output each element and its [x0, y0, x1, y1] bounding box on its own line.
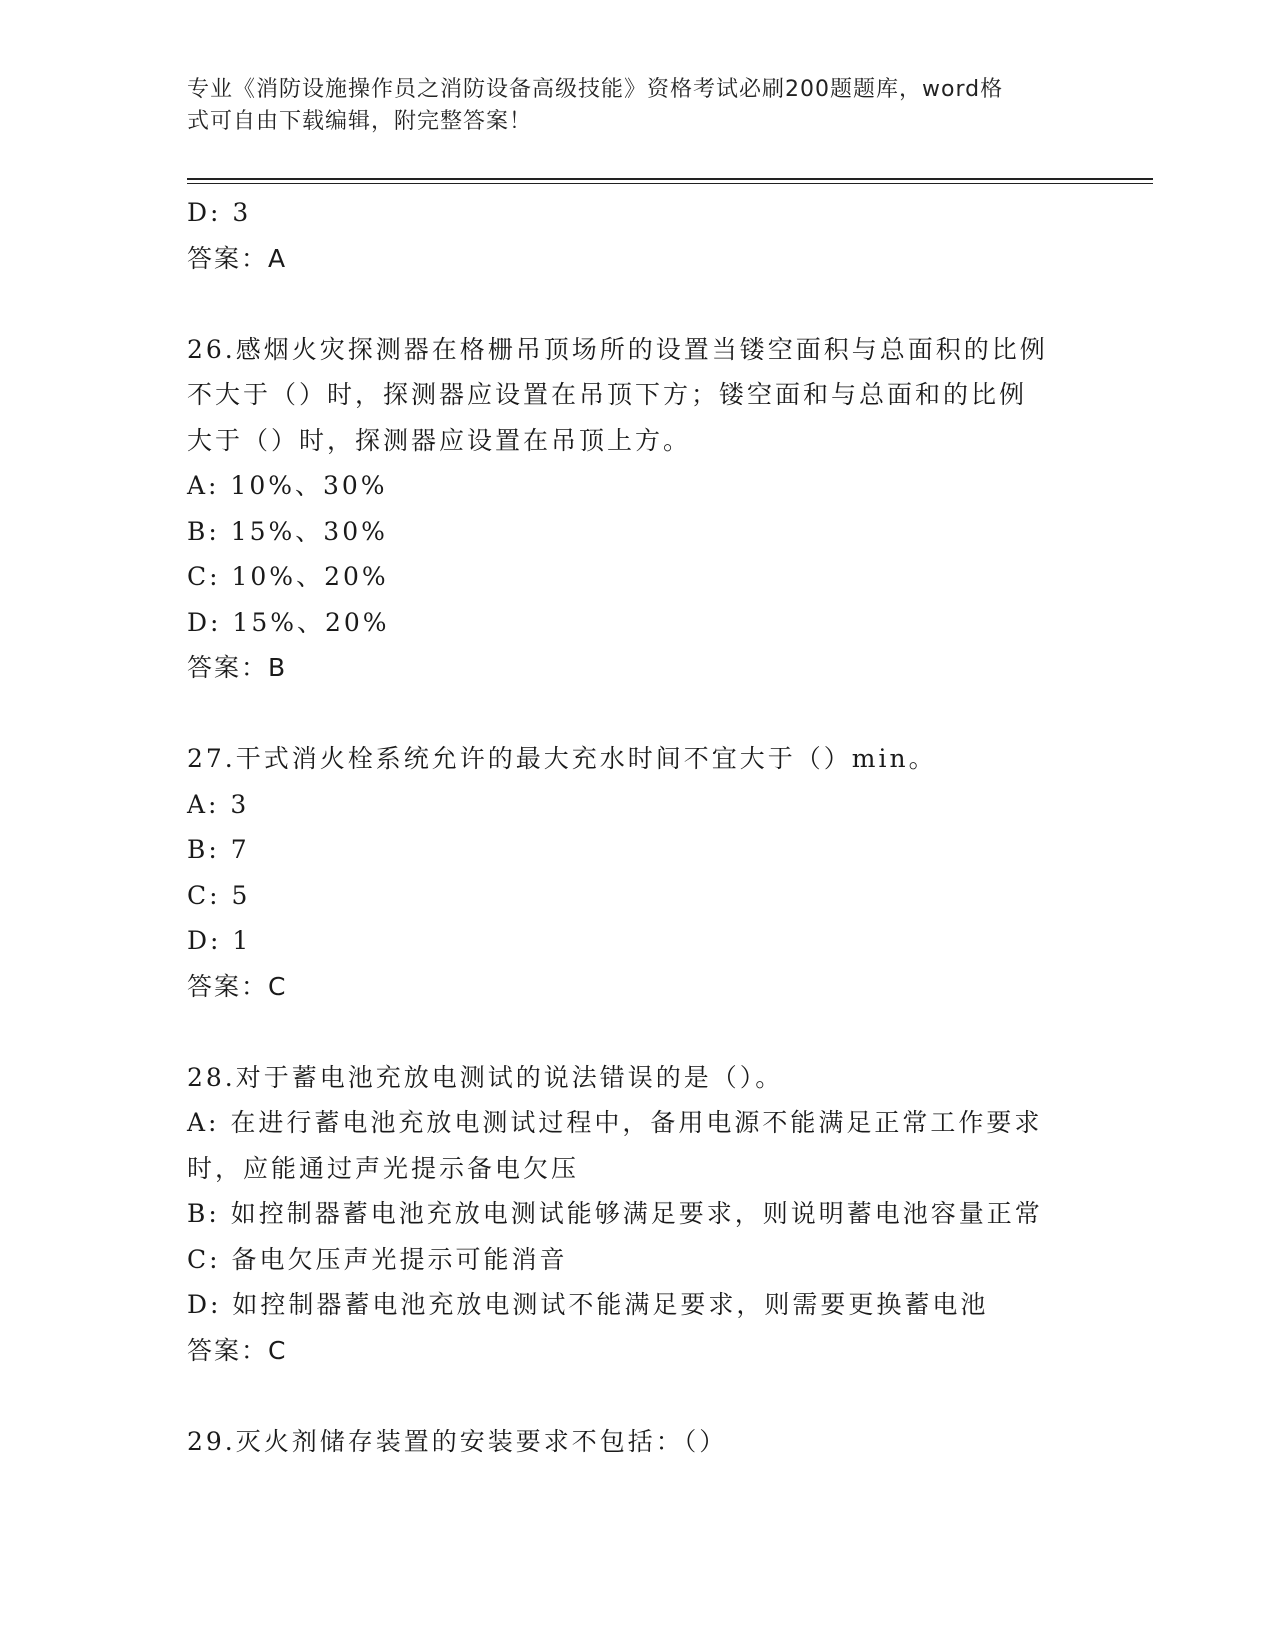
option-c: C: 备电欠压声光提示可能消音 [187, 1244, 568, 1274]
option-a-continued: 时，应能通过声光提示备电欠压 [187, 1153, 580, 1183]
question-content [187, 190, 1087, 1464]
question-28 [187, 1055, 1087, 1374]
option-b: B: 7 [187, 835, 250, 864]
option-d: D: 15%、20% [187, 607, 390, 637]
question-27 [187, 736, 1087, 1009]
question-stem: 29.灭火剂储存装置的安装要求不包括：（） [187, 1426, 728, 1456]
option-d: D: 3 [187, 198, 252, 227]
header-divider-thin [187, 183, 1153, 184]
answer: 答案：A [187, 243, 288, 273]
question-stem: 27.干式消火栓系统允许的最大充水时间不宜大于（）min。 [187, 744, 937, 773]
question-29 [187, 1419, 1087, 1465]
option-b: B: 如控制器蓄电池充放电测试能够满足要求，则说明蓄电池容量正常 [187, 1199, 1043, 1228]
spacer [187, 1009, 1087, 1055]
question-stem: 28.对于蓄电池充放电测试的说法错误的是（）。 [187, 1062, 784, 1092]
option-d: D: 如控制器蓄电池充放电测试不能满足要求，则需要更换蓄电池 [187, 1290, 989, 1319]
option-a: A: 在进行蓄电池充放电测试过程中，备用电源不能满足正常工作要求 [187, 1108, 1043, 1137]
question-stem: 26.感烟火灾探测器在格栅吊顶场所的设置当镂空面积与总面积的比例 [187, 334, 1048, 364]
question-stem: 不大于（）时，探测器应设置在吊顶下方；镂空面和与总面和的比例 [187, 380, 1028, 409]
document-header [187, 74, 1067, 138]
answer: 答案：C [187, 971, 288, 1001]
option-d: D: 1 [187, 926, 252, 955]
option-a: A: 10%、30% [187, 471, 388, 500]
header-line-2: 式可自由下载编辑，附完整答案！ [187, 109, 533, 134]
question-stem: 大于（）时，探测器应设置在吊顶上方。 [187, 425, 692, 455]
option-b: B: 15%、30% [187, 516, 388, 546]
header-divider-thick [187, 178, 1153, 180]
header-line-1: 专业《消防设施操作员之消防设备高级技能》资格考试必刷200题题库，word格 [187, 77, 1004, 102]
option-c: C: 5 [187, 880, 251, 910]
answer: 答案：B [187, 653, 288, 682]
spacer [187, 691, 1087, 737]
answer: 答案：C [187, 1335, 288, 1365]
spacer [187, 281, 1087, 327]
spacer [187, 1373, 1087, 1419]
option-a: A: 3 [187, 789, 250, 819]
option-c: C: 10%、20% [187, 562, 389, 591]
question-25 [187, 190, 1087, 281]
question-26 [187, 327, 1087, 691]
